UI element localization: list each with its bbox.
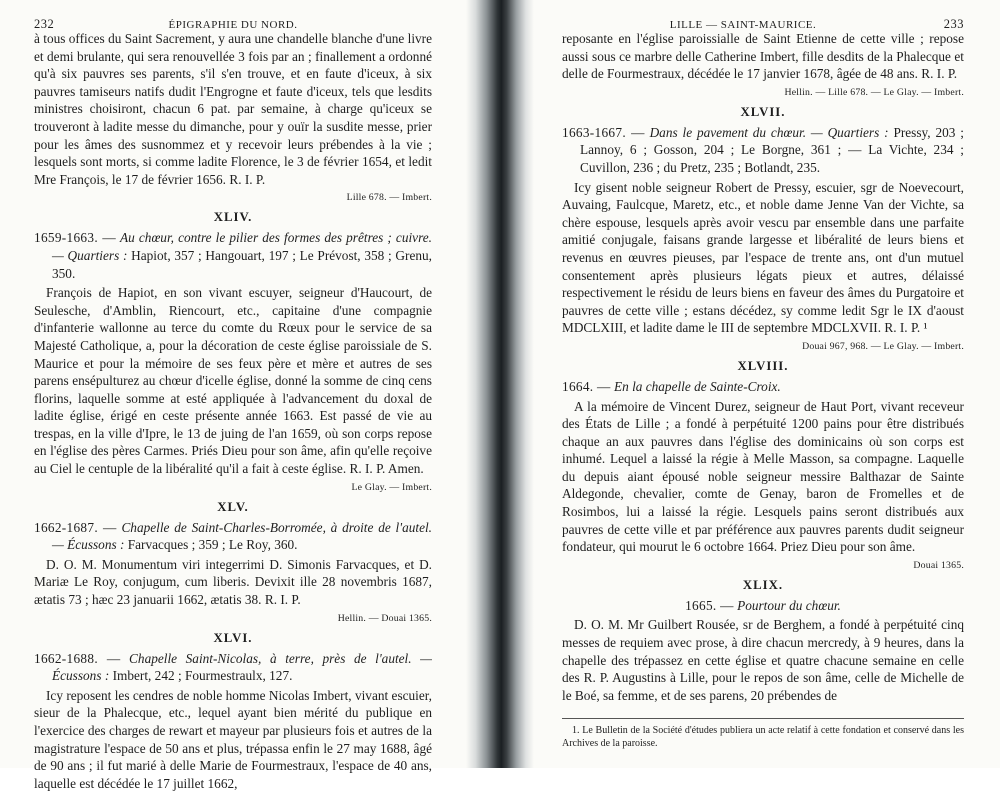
entry-number-xlviii: XLVIII. — [737, 358, 789, 373]
right-continuation-text: reposante en l'église paroissialle de Saint Etienne de cette ville ; repose aussi sous ce marbre delle Catherine Imbert, fille desdits de la Phalecque et delle de Fourmestraux, décédée le 17 janvier 1678, âgée de 48 ans. R. I. P. — [562, 31, 964, 82]
entry-text-xliv: François de Hapiot, en son vivant escuyer, seigneur d'Haucourt, de Seulesche, d'Amblin, Riencourt, etc., capitaine d'une compagnie d'infanterie wallonne au terce du comte du Rœux pour le service de sa Majesté Catholique, a, pour la décoration de ceste église paroissiale de S. Maurice et pour la mémoire de ses feux père et mère et autres de ses parens ensépulturez au chœur d'icelle église, donné la somme de cinq cens florins, laquelle somme at esté appliquée à l'advancement du doxal de ladite église, érigé en ceste présente année 1663. Est passé de vie au trespas, en la ville d'Ipre, le 13 de juing de l'an 1659, où son corps repose en l'église des pères Carmes. Priés Dieu pour son âme, afin qu'elle reçoive au Ciel le centuple de la libéralité qu'il a fait à ceste église. R. I. P. Amen. — [34, 285, 432, 477]
right-running-title: LILLE — SAINT-MAURICE. — [669, 19, 817, 31]
entry-source-xliv: Le Glay. — Imbert. — [351, 481, 432, 493]
entry-source-xlvii: Douai 967, 968. — Le Glay. — Imbert. — [802, 340, 964, 352]
entry-number-xlv: XLV. — [217, 499, 249, 514]
right-continuation-source: Hellin. — Lille 678. — Le Glay. — Imbert. — [784, 86, 964, 98]
entry-number-xlvi: XLVI. — [213, 630, 253, 645]
entry-text-xlvii: Icy gisent noble seigneur Robert de Pressy, escuier, sgr de Noevecourt, Auvaing, Faulcque, Maretz, etc., et noble dame Jenne Van der Vichte, sa chère espouse, lesquels après avoir vescu par ensemble dans une parfaite amitié conjugale, faisans grande largesse et libéralité de leurs biens et revenus en œuvres pieuses, par l'espace de trente ans, ont d'un mutuel consentement après plusieurs légats pieux et autres, délaissé respectivement le résidu de leurs biens en faveur des âmes du Purgatoire et pauvres de cette ville ; estans décédez, sy comme ledit Sgr le IX d'aoust MDCLXIII, et ladite dame le III de septembre MDCLXVII. R. I. P. ¹ — [562, 179, 964, 336]
entry-location: Chapelle de Saint-Charles-Borromée, à droite de l'autel. — Écussons : — [52, 519, 432, 553]
entry-source-xlviii: Douai 1365. — [913, 559, 964, 571]
book-gutter-shadow — [466, 0, 534, 768]
left-page — [0, 0, 482, 791]
entry-number-xliv: XLIV. — [213, 210, 253, 225]
footnote: 1. Le Bulletin de la Société d'études publiera un acte relatif à cette fondation et conservé dans les Archives de la paroisse. — [562, 725, 964, 750]
entry-date: 1664. — — [562, 378, 611, 394]
entry-date: 1665. — — [685, 597, 734, 613]
left-page-number: 232 — [34, 17, 55, 31]
left-continuation-text: à tous offices du Saint Sacrement, y aura une chandelle blanche d'une livre et demi brulante, qui sera renouvellée 3 fois par an ; finallement a ordonné qu'à six pauvres ses parents, s'il s'en trouve, et en faute d'iceux, à six pauvres tamiseurs natifs dudit l'Engrogne et faute d'iceux, tels que lesdits ministres choisiront, chacun 6 pat. par semaine, à charge qu'iceux se trouveront à ladite messe du dimanche, pour y ouïr la susdite messe, prier pour les âmes des susnommez et y recevoir leurs prébendes à la vie ; lesquels sont morts, si comme ladite Florence, le 3 de février 1654, et ledit Mre François, le 17 de février 1656. R. I. P. — [34, 31, 432, 187]
entry-header-xlv — [34, 519, 432, 554]
entry-text-xlv: D. O. M. Monumentum viri integerrimi D. Simonis Farvacques, et D. Mariæ Le Roy, conjugum, cum liberis. Devixit ille 28 novembris 1687, ætatis 73 ; hæc 23 januarii 1662, ætatis 38. R. I. P. — [34, 556, 432, 608]
entry-number-xlvii: XLVII. — [740, 104, 786, 119]
entry-location: En la chapelle de Sainte-Croix. — [613, 378, 781, 394]
entry-text-xlix: D. O. M. Mr Guilbert Rousée, sr de Berghem, a fondé à perpétuité cinq messes de requiem avec prose, à dire chacun mercredy, à 9 heures, dans la chapelle des trépassez en cette église et quatre chacune semaine en celle des R. P. Augustins à Lille, pour le repos de son âme, celle de Michelle de le Boé, sa femme, et de ses parens, 20 prébendes de — [562, 617, 964, 703]
entry-quarters: Pressy, 203 ; Lannoy, 6 ; Gosson, 204 ; Le Borgne, 361 ; — La Vichte, 234 ; Cuvillon, 236 ; du Pretz, 235 ; Botlandt, 235. — [580, 124, 964, 175]
entry-header-xlviii — [562, 378, 964, 396]
entry-quarters: Imbert, 242 ; Fourmestraulx, 127. — [112, 668, 293, 684]
entry-number-xlix: XLIX. — [742, 577, 784, 592]
entry-date: 1663-1667. — — [562, 124, 645, 140]
entry-location: Dans le pavement du chœur. — Quartiers : — [649, 124, 889, 140]
entry-text-xlviii: A la mémoire de Vincent Durez, seigneur de Haut Port, vivant receveur des États de Lille ; a fondé à perpétuité 1200 pains pour être distribués chaque an aux pauvres dans l'église des dominicains où son corps est inhumé. Lequel a laissé la régie à Melle Masson, sa compagne. Laquelle du depuis aiant épousé noble seigneur messire Balthazar de Sainte Aldegonde, chevalier, comte de Genay, baron de Fromelles et de Rosimbos, lui a laissé la régie. Lesquels pains seront distribués aux pauvres de cette ville et par préférence aux pauvres parents dudit seigneur fondateur, qui mourut le 6 octobre 1664. Priez Dieu pour son âme. — [562, 398, 964, 555]
entry-date: 1662-1688. — — [34, 650, 121, 666]
entry-header-xlix — [562, 597, 964, 615]
left-running-title: ÉPIGRAPHIE DU NORD. — [168, 19, 298, 31]
left-continuation-source: Lille 678. — Imbert. — [346, 192, 432, 204]
entry-location: Au chœur, contre le pilier des formes des prêtres ; cuivre. — Quartiers : — [52, 230, 432, 263]
left-running-head — [34, 0, 432, 30]
entry-header-xlvi — [34, 650, 432, 685]
entry-location: Pourtour du chœur. — [737, 597, 841, 613]
entry-location: Chapelle Saint-Nicolas, à terre, près de l'autel. — Écussons : — [52, 650, 432, 684]
footnote-rule — [562, 718, 964, 719]
entry-quarters: Hapiot, 357 ; Hangouart, 197 ; Le Prévost, 358 ; Grenu, 350. — [52, 247, 432, 281]
right-page — [518, 0, 1000, 768]
entry-header-xlvii — [562, 124, 964, 177]
right-page-number: 233 — [943, 17, 964, 31]
entry-date: 1659-1663. — — [34, 230, 116, 246]
right-running-head — [562, 0, 964, 30]
entry-quarters: Farvacques ; 359 ; Le Roy, 360. — [127, 537, 298, 553]
entry-date: 1662-1687. — — [34, 519, 117, 535]
entry-source-xlv: Hellin. — Douai 1365. — [337, 612, 432, 624]
entry-text-xlvi: Icy reposent les cendres de noble homme Nicolas Imbert, vivant escuier, sieur de la Phalecque, etc., lequel ayant bien mérité du publique en l'exercice des charges de rewart et mayeur par plusieurs fois et autres de la magistrature l'espace de 50 ans et plus, trépassa enfin le 27 may 1688, âgé de 90 ans ; il fut marié à delle Marie de Fourmestraux, l'espace de 40 ans, laquelle est décédée le 17 juillet 1662, — [34, 687, 432, 791]
entry-header-xliv — [34, 229, 432, 282]
